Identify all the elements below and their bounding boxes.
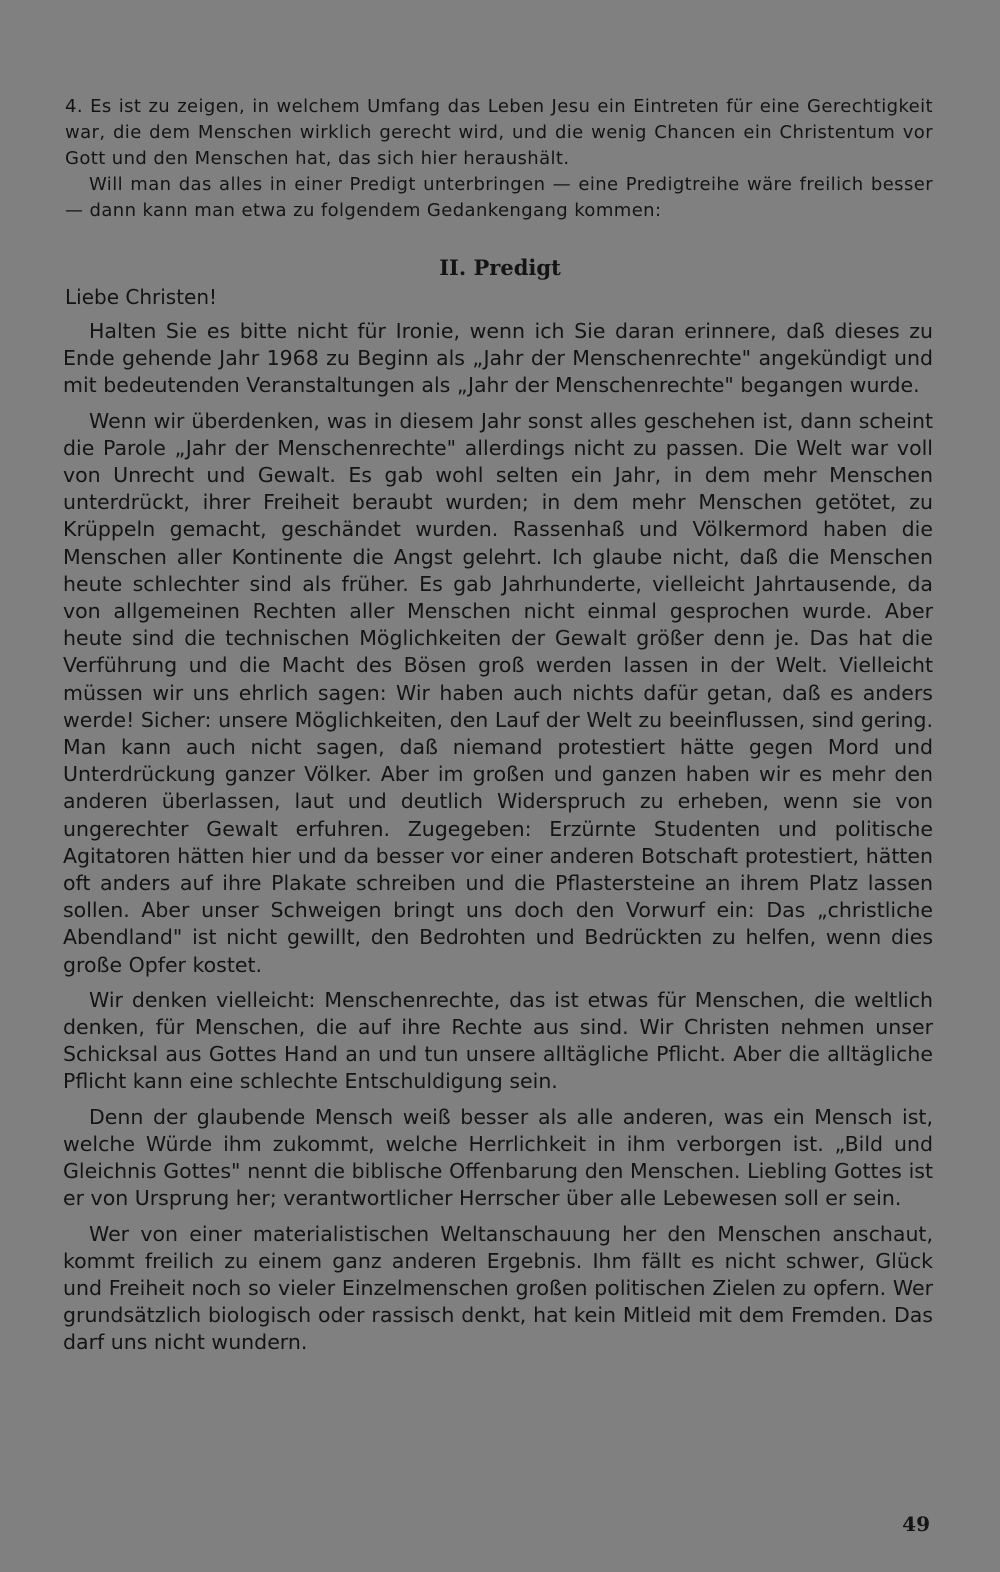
paragraph: Wir denken vielleicht: Menschenrechte, das ist etwas für Menschen, die weltlich denken, für Menschen, die auf ihre Rechte aus sind. Wir Christen nehmen unser Schicksal aus Gottes Hand an und tun unsere alltägliche Pflicht. Aber die alltägliche Pflicht kann eine schlechte Entschuldigung sein.: [63, 987, 933, 1094]
paragraph: Wer von einer materialistischen Weltanschauung her den Menschen anschaut, kommt freilich zu einem ganz anderen Ergebnis. Ihm fällt es nicht schwer, Glück und Freiheit noch so vieler Einzelmenschen großen politischen Zielen zu opfern. Wer grundsätzlich biologisch oder rassisch denkt, hat kein Mitleid mit dem Fremden. Das darf uns nicht wundern.: [63, 1221, 933, 1355]
salutation: Liebe Christen!: [65, 285, 218, 309]
paragraph: Denn der glaubende Mensch weiß besser als alle anderen, was ein Mensch ist, welche Würde ihm zukommt, welche Herrlichkeit in ihm verborgen ist. „Bild und Gleichnis Gottes" nennt die biblische Offenbarung den Menschen. Liebling Gottes ist er von Ursprung her; verantwortlicher Herrscher über alle Lebewesen soll er sein.: [63, 1104, 933, 1211]
section-heading: II. Predigt: [439, 255, 561, 280]
page-number: 49: [902, 1512, 930, 1536]
intro-section: [65, 94, 933, 224]
intro-point-4: 4. Es ist zu zeigen, in welchem Umfang das Leben Jesu ein Eintreten für eine Gerechtigkeit war, die dem Menschen wirklich gerecht wird, und die wenig Chancen ein Christentum vor Gott und den Menschen hat, das sich hier heraushält.: [65, 96, 933, 169]
paragraph: Wenn wir überdenken, was in diesem Jahr sonst alles geschehen ist, dann scheint die Parole „Jahr der Menschenrechte" allerdings nicht zu passen. Die Welt war voll von Unrecht und Gewalt. Es gab wohl selten ein Jahr, in dem mehr Menschen unterdrückt, ihrer Freiheit beraubt wurden; in dem mehr Menschen getötet, zu Krüppeln gemacht, geschändet wurden. Rassenhaß und Völkermord haben die Menschen aller Kontinente die Angst gelehrt. Ich glaube nicht, daß die Menschen heute schlechter sind als früher. Es gab Jahrhunderte, vielleicht Jahrtausende, da von allgemeinen Rechten aller Menschen nicht einmal gesprochen wurde. Aber heute sind die technischen Möglichkeiten der Gewalt größer denn je. Das hat die Verführung und die Macht des Bösen groß werden lassen in der Welt. Vielleicht müssen wir uns ehrlich sagen: Wir haben auch nichts dafür getan, daß es anders werde! Sicher: unsere Möglichkeiten, den Lauf der Welt zu beeinflussen, sind gering. Man kann auch nicht sagen, daß niemand protestiert hätte gegen Mord und Unterdrückung ganzer Völker. Aber im großen und ganzen haben wir es mehr den anderen überlassen, laut und deutlich Widerspruch zu erheben, wenn sie von ungerechter Gewalt erfuhren. Zugegeben: Erzürnte Studenten und politische Agitatoren hätten hier und da besser vor einer anderen Botschaft protestiert, hätten oft anders auf ihre Plakate schreiben und die Pflastersteine an ihrem Platz lassen sollen. Aber unser Schweigen bringt uns doch den Vorwurf ein: Das „christliche Abendland" ist nicht gewillt, den Bedrohten und Bedrückten zu helfen, wenn dies große Opfer kostet.: [63, 408, 933, 977]
intro-transition: Will man das alles in einer Predigt unterbringen — eine Predigtreihe wäre freilich besser — dann kann man etwa zu folgendem Gedankengang kommen:: [65, 174, 933, 221]
sermon-body: [63, 318, 933, 1365]
paragraph: Halten Sie es bitte nicht für Ironie, wenn ich Sie daran erinnere, daß dieses zu Ende gehende Jahr 1968 zu Beginn als „Jahr der Menschenrechte" angekündigt und mit bedeutenden Veranstaltungen als „Jahr der Menschenrechte" begangen wurde.: [63, 319, 933, 398]
